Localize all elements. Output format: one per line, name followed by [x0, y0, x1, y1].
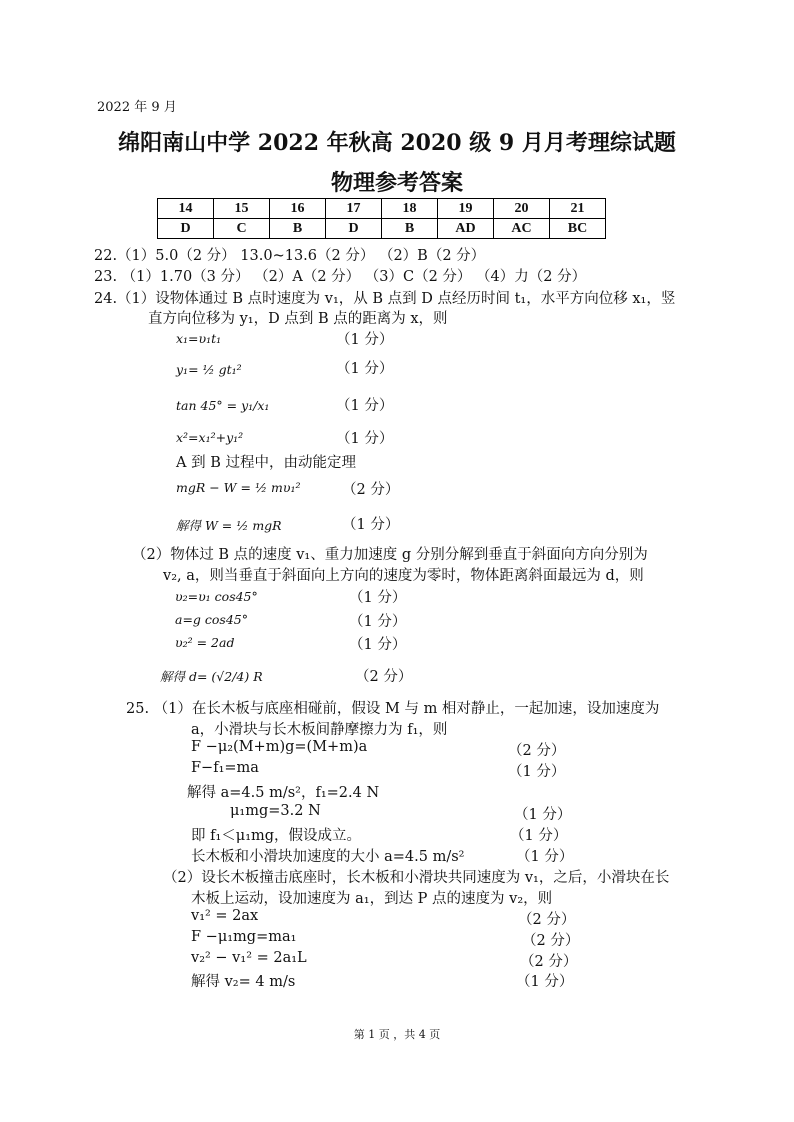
- q25-step-score: （1 分）: [516, 849, 574, 865]
- q23-answer: 23. （1）1.70（3 分） （2）A（2 分） （3）C（2 分） （4）力（2 分）: [94, 269, 587, 285]
- answer-table-answers-row: [158, 219, 606, 239]
- q24-step-formula: y₁= ½ gt₁²: [176, 362, 242, 377]
- q24-step-score: （1 分）: [336, 332, 394, 348]
- answer-cell: AC: [494, 219, 550, 239]
- document-title: 绵阳南山中学 2022 年秋高 2020 级 9 月月考理综试题: [118, 130, 676, 156]
- q25-part1-text: 25. （1）在长木板与底座相碰前，假设 M 与 m 相对静止，一起加速，设加速度为: [126, 701, 660, 717]
- answer-cell: BC: [550, 219, 606, 239]
- q24-part1-text: 24.（1）设物体通过 B 点时速度为 v₁，从 B 点到 D 点经历时间 t₁，水平方向位移 x₁，竖: [94, 291, 676, 307]
- page-footer: 第 1 页 ，共 4 页: [353, 1028, 441, 1041]
- date-label: 2022 年 9 月: [97, 100, 177, 115]
- q24-energy-theorem-text: A 到 B 过程中，由动能定理: [176, 455, 356, 471]
- q24-part1-text: 直方向位移为 y₁，D 点到 B 点的距离为 x，则: [148, 311, 448, 327]
- q22-answer: 22.（1）5.0（2 分） 13.0~13.6（2 分） （2）B（2 分）: [94, 248, 486, 264]
- q25-step-formula: v₂² − v₁² = 2a₁L: [191, 950, 307, 966]
- question-number-cell: 18: [382, 199, 438, 219]
- answer-table-numbers-row: [158, 199, 606, 219]
- q25-step-score: （2 分）: [508, 743, 566, 759]
- q25-step-formula: 解得 a=4.5 m/s²，f₁=2.4 N: [187, 785, 380, 801]
- q25-step-formula: 长木板和小滑块加速度的大小 a=4.5 m/s²: [191, 849, 465, 865]
- q24-step-formula: x²=x₁²+y₁²: [176, 430, 244, 445]
- q24-step-formula: tan 45° = y₁/x₁: [176, 398, 270, 413]
- q24-step-formula: 解得 d= (√2/4) R: [160, 669, 263, 684]
- q25-part2-text: （2）设长木板撞击底座时，长木板和小滑块共同速度为 v₁，之后，小滑块在长: [163, 870, 670, 886]
- question-number-cell: 16: [270, 199, 326, 219]
- answer-cell: C: [214, 219, 270, 239]
- q25-step-score: （2 分）: [520, 954, 578, 970]
- q24-step-score: （1 分）: [349, 637, 407, 653]
- q24-step-formula: x₁=υ₁t₁: [176, 331, 222, 346]
- q24-step-formula: 解得 W = ½ mgR: [176, 518, 282, 533]
- q25-step-formula: F−f₁=ma: [191, 760, 259, 776]
- q25-step-score: （2 分）: [522, 933, 580, 949]
- answer-cell: AD: [438, 219, 494, 239]
- q25-part1-text: a，小滑块与长木板间静摩擦力为 f₁，则: [191, 722, 448, 738]
- answer-cell: B: [382, 219, 438, 239]
- q24-step-formula: υ₂=υ₁ cos45°: [175, 589, 258, 604]
- q25-step-formula: μ₁mg=3.2 N: [230, 803, 321, 819]
- q24-step-formula: a=g cos45°: [175, 612, 248, 627]
- question-number-cell: 20: [494, 199, 550, 219]
- q24-step-score: （2 分）: [355, 669, 413, 685]
- q24-step-score: （1 分）: [336, 361, 394, 377]
- question-number-cell: 14: [158, 199, 214, 219]
- q24-step-score: （1 分）: [336, 398, 394, 414]
- q25-step-formula: 解得 v₂= 4 m/s: [191, 974, 296, 990]
- answer-cell: D: [326, 219, 382, 239]
- q25-step-score: （1 分）: [516, 974, 574, 990]
- q25-step-score: （1 分）: [514, 807, 572, 823]
- q24-step-score: （1 分）: [336, 431, 394, 447]
- question-number-cell: 21: [550, 199, 606, 219]
- answer-cell: B: [270, 219, 326, 239]
- question-number-cell: 17: [326, 199, 382, 219]
- q24-part2-text: （2）物体过 B 点的速度 v₁、重力加速度 g 分别分解到垂直于斜面向方向分别为: [132, 547, 648, 563]
- document-subtitle: 物理参考答案: [330, 170, 463, 196]
- q25-step-formula: F −μ₁mg=ma₁: [191, 929, 297, 945]
- q25-step-formula: F −μ₂(M+m)g=(M+m)a: [191, 739, 368, 755]
- q24-step-formula: υ₂² = 2ad: [175, 635, 235, 650]
- q24-step-score: （1 分）: [342, 517, 400, 533]
- q25-step-score: （1 分）: [510, 828, 568, 844]
- q24-step-formula: mgR − W = ½ mυ₁²: [176, 480, 301, 495]
- q24-step-score: （2 分）: [342, 482, 400, 498]
- question-number-cell: 15: [214, 199, 270, 219]
- q25-step-formula: 即 f₁＜μ₁mg，假设成立。: [191, 828, 362, 844]
- q25-step-score: （2 分）: [518, 912, 576, 928]
- question-number-cell: 19: [438, 199, 494, 219]
- q25-step-formula: v₁² = 2ax: [191, 908, 259, 924]
- q25-part2-text: 木板上运动，设加速度为 a₁，到达 P 点的速度为 v₂，则: [191, 891, 553, 907]
- q24-step-score: （1 分）: [349, 614, 407, 630]
- q24-part2-text: v₂, a，则当垂直于斜面向上方向的速度为零时，物体距离斜面最远为 d，则: [163, 568, 644, 584]
- q25-step-score: （1 分）: [508, 764, 566, 780]
- answer-cell: D: [158, 219, 214, 239]
- answer-table: [157, 198, 606, 239]
- q24-step-score: （1 分）: [349, 590, 407, 606]
